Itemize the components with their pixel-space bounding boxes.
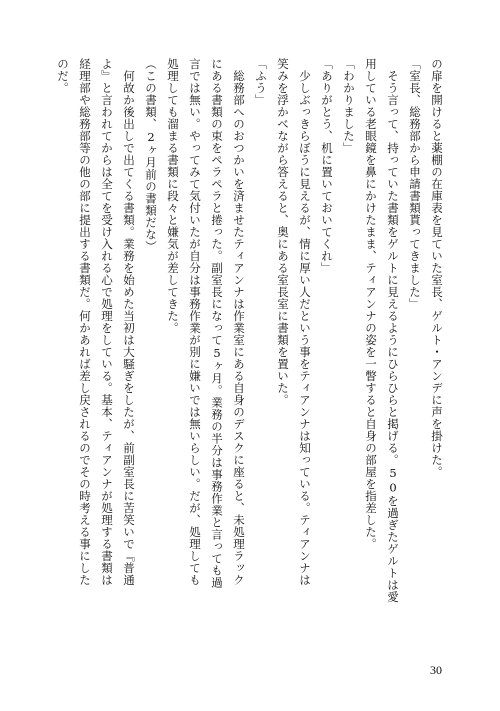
text-line: 「ありがとう、机に置いておいてくれ」 [320, 58, 334, 274]
text-line: 何故か後出しで出てくる書類。業務を始めた当初は大騒ぎをしたが、前副室長に苦笑いで『普通 [122, 69, 136, 586]
text-line: にある書類の束をペラペラと捲った。副室長になって5ヶ月。業務の半分は事務作業と言っても過 [210, 58, 224, 589]
text-line: 言では無い。やってみて気付いたが自分は事務作業が別に嫌いでは無いらしい。だが、処理しても [188, 58, 202, 586]
text-line: 経理部や総務部等の他の部に提出する書類だ。何かあれば差し戻されるのでその時考える事にした [78, 58, 92, 586]
page-number: 30 [430, 663, 442, 677]
text-line: 処理しても溜まる書類に段々と嫌気が差してきた。 [166, 58, 180, 334]
text-line: 用している老眼鏡を鼻にかけたまま、ティアンナの姿を一瞥すると自身の部屋を指差した。 [364, 58, 378, 550]
text-line: 少しぶっきらぼうに見えるが、情に厚い人だという事をティアンナは知っている。ティアンナは [298, 69, 312, 586]
text-line: 総務部へのおつかいを済ませたティアンナは作業室にある自身のデスクに座ると、未処理ラック [232, 69, 246, 586]
text-line: 「室長、総務部から申請書類貰ってきました」 [408, 58, 422, 310]
text-line: のだ。 [56, 58, 70, 94]
text-line: 「ふう」 [254, 58, 268, 106]
text-line: そう言って、持っていた書類をゲルトに見えるようにひらひらと掲げる。50を過ぎたゲルトは愛 [386, 69, 400, 603]
text-line: よ』と言われてからは全てを受け入れる心で処理をしている。基本、ティアンナが処理する書類は [100, 58, 114, 586]
text-line: の扉を開けると薬棚の在庫表を見ていた室長、ゲルト・アンデに声を掛けた。 [430, 58, 444, 478]
body-text [8, 58, 448, 664]
text-line: 「わかりました」 [342, 58, 356, 154]
text-line: 笑みを浮かべながら答えると、奥にある室長室に書類を置いた。 [276, 58, 290, 406]
text-line: （この書類、2ヶ月前の書類だな） [144, 58, 158, 253]
